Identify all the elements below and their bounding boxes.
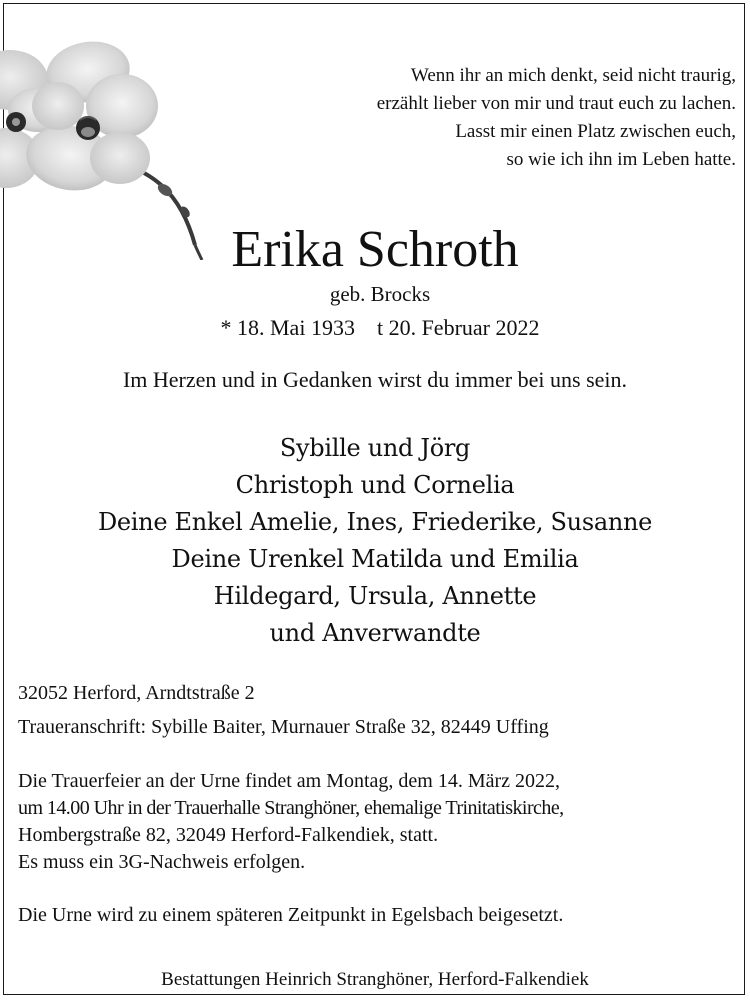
birth-date: * 18. Mai 1933 bbox=[220, 315, 355, 340]
addresses bbox=[18, 676, 738, 744]
poem-line: Lasst mir einen Platz zwischen euch, bbox=[455, 121, 736, 142]
maiden-name: geb. Brocks bbox=[329, 282, 431, 306]
mourners-list bbox=[0, 430, 750, 652]
death-date: t 20. Februar 2022 bbox=[376, 315, 540, 340]
ceremony-line: Hombergstraße 82, 32049 Herford-Falkendiek, statt. bbox=[18, 824, 439, 846]
life-dates bbox=[0, 314, 750, 342]
mourner-line: Christoph und Cornelia bbox=[235, 471, 515, 499]
motto: Im Herzen und in Gedanken wirst du immer bei uns sein. bbox=[122, 367, 628, 392]
ceremony-line: um 14.00 Uhr in der Trauerhalle Stranghöner, ehemalige Trinitatiskirche, bbox=[18, 797, 564, 819]
poem-line: Wenn ihr an mich denkt, seid nicht traurig, bbox=[410, 65, 736, 86]
ceremony-line: Es muss ein 3G-Nachweis erfolgen. bbox=[18, 851, 306, 873]
mourner-line: Deine Enkel Amelie, Ines, Friederike, Susanne bbox=[97, 508, 653, 536]
mourner-line: Sybille und Jörg bbox=[279, 434, 471, 462]
poem-line: so wie ich ihn im Leben hatte. bbox=[506, 149, 736, 170]
poem-line: erzählt lieber von mir und traut euch zu lachen. bbox=[376, 93, 736, 114]
mourning-address: Traueranschrift: Sybille Baiter, Murnauer Straße 32, 82449 Uffing bbox=[18, 716, 549, 738]
mourner-line: Hildegard, Ursula, Annette bbox=[213, 582, 537, 610]
undertaker: Bestattungen Heinrich Stranghöner, Herford-Falkendiek bbox=[161, 969, 589, 990]
home-address: 32052 Herford, Arndtstraße 2 bbox=[18, 682, 255, 704]
ceremony-line: Die Trauerfeier an der Urne findet am Montag, dem 14. März 2022, bbox=[18, 770, 561, 792]
deceased-name: Erika Schroth bbox=[231, 221, 519, 278]
mourner-line: und Anverwandte bbox=[269, 619, 481, 647]
mourner-line: Deine Urenkel Matilda und Emilia bbox=[171, 545, 579, 573]
burial-info: Die Urne wird zu einem späteren Zeitpunkt in Egelsbach beigesetzt. bbox=[18, 904, 564, 926]
ceremony-info bbox=[18, 768, 743, 876]
poem bbox=[276, 62, 736, 174]
